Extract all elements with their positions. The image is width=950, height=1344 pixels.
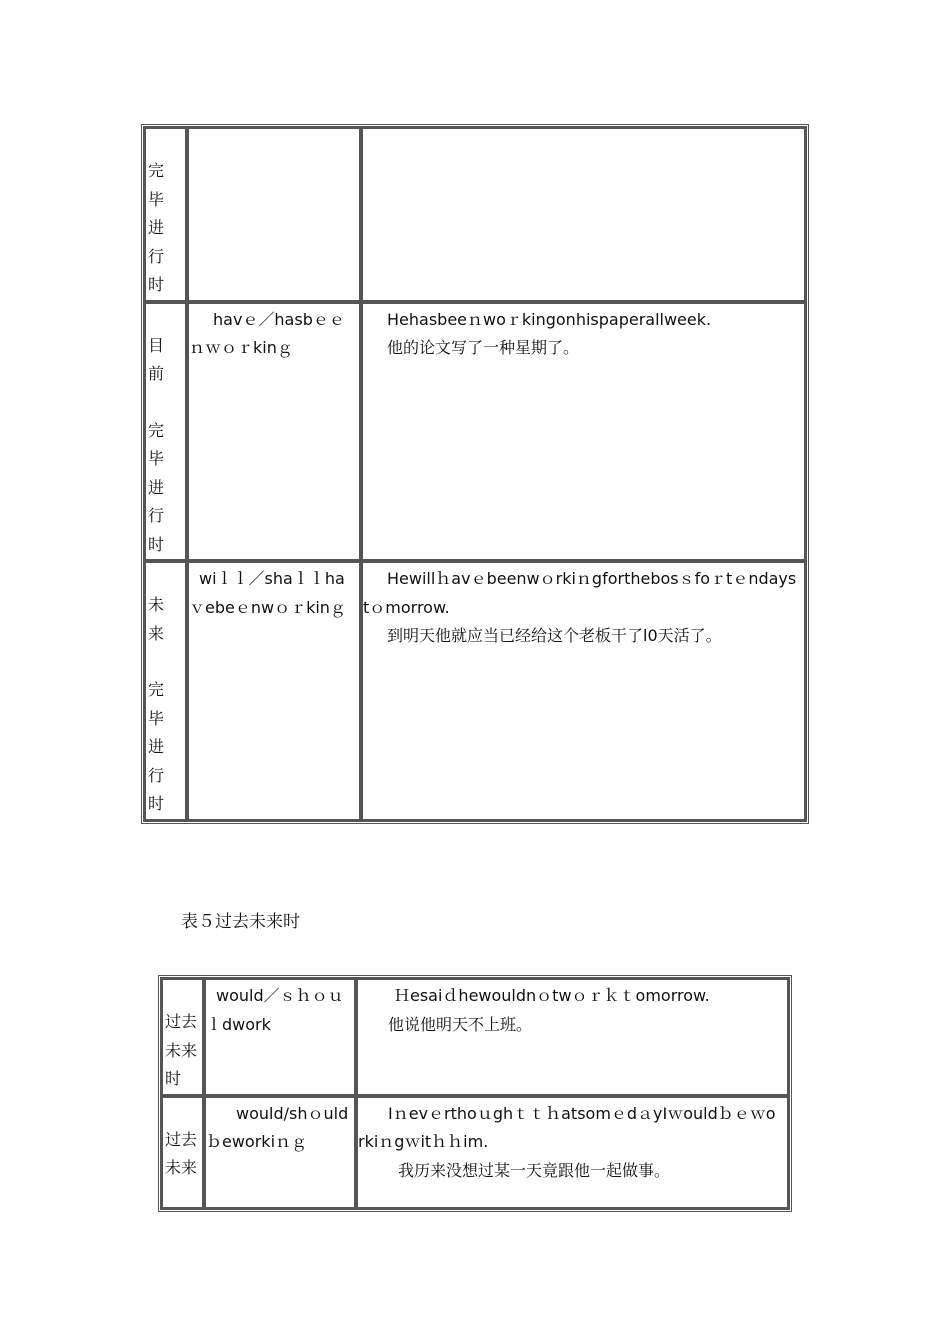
example-cell: [361, 302, 806, 562]
tense-label-cell: [144, 302, 187, 562]
tense-label-line: 行: [148, 506, 165, 525]
tense-label-cell: [161, 978, 204, 1096]
tense-label-line: 未来: [165, 1040, 198, 1060]
example-english: IｎevｅrthoｕghｔｔｈatsomｅdａyIｗouldｂｅｗorkiｎgｗitｈｈim.: [358, 1103, 776, 1151]
verb-form: wiｌｌ／shaｌｌhaｖebeｅnwｏｒkinｇ: [189, 569, 346, 617]
tense-label-line: 毕: [148, 708, 165, 728]
example-cell: [356, 978, 789, 1096]
example-chinese: 到明天他就应当已经给这个老板干了l0天活了。: [387, 626, 722, 645]
example-cell: [361, 561, 806, 821]
form-cell: [187, 302, 361, 562]
tense-label-line: 过去: [165, 1129, 198, 1149]
tense-label-line: 完: [148, 680, 165, 699]
tense-label-line: 过去: [165, 1012, 198, 1031]
table-caption: 表５过去未来时: [181, 912, 300, 932]
example-english: Ｈesaiｄhewouldnｏtwｏｒｋｔomorrow.: [394, 986, 710, 1005]
verb-form: havｅ／hasbｅｅｎｗｏｒkinｇ: [189, 309, 345, 357]
tense-label-line: 毕: [148, 449, 165, 468]
form-cell: [204, 1096, 356, 1209]
table-future-in-past: [158, 975, 792, 1212]
table-row: [144, 127, 806, 302]
example-english: Hewillｈavｅbeenwｏrkiｎgforthebosｓfoｒtｅndaystｏmorrow.: [363, 569, 797, 617]
tense-label-line: 时: [148, 534, 165, 554]
example-cell: [356, 1096, 789, 1209]
tense-label-spacer: [148, 648, 185, 676]
tense-label-line: 进: [148, 477, 165, 497]
example-cell: [361, 127, 806, 302]
tense-label-line: 毕: [148, 189, 165, 209]
tense-label-line: 未: [148, 595, 165, 614]
form-cell: [187, 127, 361, 302]
tense-label-line: 行: [148, 246, 165, 266]
tense-label-line: 时: [148, 275, 165, 294]
tense-label-line: 完: [148, 161, 165, 180]
table-row: [144, 302, 806, 562]
example-chinese: 我历来没想过某一天竟跟他一起做事。: [398, 1160, 671, 1180]
tense-label-line: 完: [148, 420, 165, 440]
verb-form: would/shｏuldｂeworkiｎｇ: [206, 1103, 349, 1151]
tense-label-line: 来: [148, 623, 165, 643]
tense-label-cell: [161, 1096, 204, 1209]
table-perfect-continuous: [141, 124, 809, 824]
table-row: [161, 1096, 789, 1209]
example-chinese: 他说他明天不上班。: [388, 1014, 533, 1034]
tense-label-cell: [144, 561, 187, 821]
tense-label-spacer: [148, 389, 185, 417]
table-row: [144, 561, 806, 821]
example-chinese: 他的论文写了一种星期了。: [387, 338, 580, 357]
tense-label-line: 目: [148, 335, 165, 355]
example-english: Hehasbeeｎwoｒkingonhispaperallweek.: [387, 309, 712, 329]
tense-label-line: 进: [148, 218, 165, 237]
tense-label-line: 时: [165, 1069, 182, 1088]
tense-label-line: 未来: [165, 1158, 198, 1177]
tense-label-line: 进: [148, 737, 165, 756]
table-row: [161, 978, 789, 1096]
form-cell: [204, 978, 356, 1096]
tense-label-line: 前: [148, 364, 165, 383]
tense-label-line: 行: [148, 765, 165, 785]
verb-form: would／ｓｈｏｕｌdwork: [206, 986, 344, 1034]
form-cell: [187, 561, 361, 821]
tense-label-line: 时: [148, 794, 165, 813]
tense-label-cell: [144, 127, 187, 302]
